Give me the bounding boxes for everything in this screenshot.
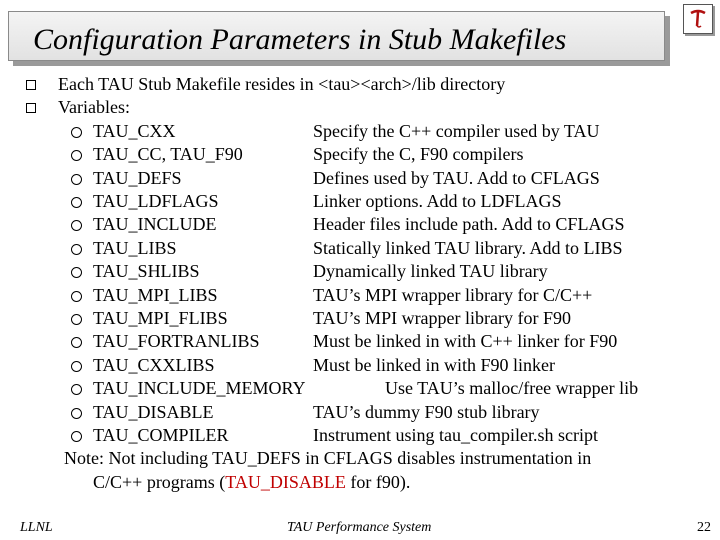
param-name: TAU_INCLUDE_MEMORY [93,378,306,399]
param-row [0,213,720,236]
circle-bullet-icon [71,361,82,372]
note-text: Note: Not including TAU_DEFS in CFLAGS disables instrumentation in [64,448,592,469]
param-row [0,260,720,283]
param-name: TAU_MPI_FLIBS [93,308,228,328]
page-number: 22 [697,520,711,535]
circle-bullet-icon [71,291,82,302]
param-name: TAU_LIBS [93,237,177,258]
param-name: TAU_DISABLE [93,401,214,422]
param-name: TAU_CXX [93,120,176,141]
note-continuation [93,471,410,494]
param-row [0,424,720,447]
param-row [0,307,720,330]
note-text: C/C++ programs ( [93,471,226,492]
param-row [0,190,720,213]
param-description: TAU’s MPI wrapper library for F90 [313,308,572,328]
circle-bullet-icon [71,267,82,278]
circle-bullet-icon [71,150,82,161]
param-row [0,167,720,190]
param-name: TAU_LDFLAGS [93,191,219,211]
square-bullet-icon [26,80,36,90]
param-description: TAU’s dummy F90 stub library [313,401,540,422]
circle-bullet-icon [71,384,82,395]
param-description: Instrument using tau_compiler.sh script [313,425,598,445]
param-row [0,354,720,377]
param-description: Linker options. Add to LDFLAGS [313,191,562,211]
param-description: Statically linked TAU library. Add to LIBS [313,237,623,258]
note-line [0,447,720,470]
param-name: TAU_CC, TAU_F90 [93,144,243,165]
param-description: Dynamically linked TAU library [313,261,548,282]
param-description: Must be linked in with C++ linker for F90 [313,331,618,352]
param-name: TAU_CXXLIBS [93,354,215,375]
param-name: TAU_COMPILER [93,425,229,445]
circle-bullet-icon [71,197,82,208]
param-description: Use TAU’s malloc/free wrapper lib [385,378,639,399]
circle-bullet-icon [71,127,82,138]
note-text: for f90). [345,471,411,492]
square-bullet-icon [26,103,36,113]
param-name: TAU_SHLIBS [93,261,200,282]
param-name: TAU_INCLUDE [93,214,217,235]
param-name: TAU_MPI_LIBS [93,284,218,305]
bullet-text: Variables: [58,97,130,118]
circle-bullet-icon [71,174,82,185]
param-description: TAU’s MPI wrapper library for C/C++ [313,284,593,305]
tau-logo-icon [683,4,713,34]
circle-bullet-icon [71,431,82,442]
param-description: Defines used by TAU. Add to CFLAGS [313,167,600,188]
bullet-item [0,73,720,96]
param-row [0,284,720,307]
param-row [0,401,720,424]
param-row [0,377,720,400]
param-name: TAU_DEFS [93,167,182,188]
param-row [0,143,720,166]
param-description: Must be linked in with F90 linker [313,354,555,375]
param-description: Header files include path. Add to CFLAGS [313,214,625,235]
note-highlight: TAU_DISABLE [225,471,346,492]
note-line [0,471,720,494]
slide-title: Configuration Parameters in Stub Makefiles [33,23,567,56]
param-row [0,237,720,260]
circle-bullet-icon [71,337,82,348]
circle-bullet-icon [71,314,82,325]
param-row [0,120,720,143]
footer-left: LLNL [20,520,53,535]
param-name: TAU_FORTRANLIBS [93,331,260,352]
param-description: Specify the C++ compiler used by TAU [313,120,600,141]
bullet-text: Each TAU Stub Makefile resides in <tau><arch>/lib directory [58,74,506,94]
circle-bullet-icon [71,244,82,255]
bullet-item [0,96,720,119]
param-description: Specify the C, F90 compilers [313,144,524,165]
param-row [0,330,720,353]
circle-bullet-icon [71,220,82,231]
footer-center: TAU Performance System [287,520,432,535]
title-banner [8,11,665,61]
circle-bullet-icon [71,408,82,419]
